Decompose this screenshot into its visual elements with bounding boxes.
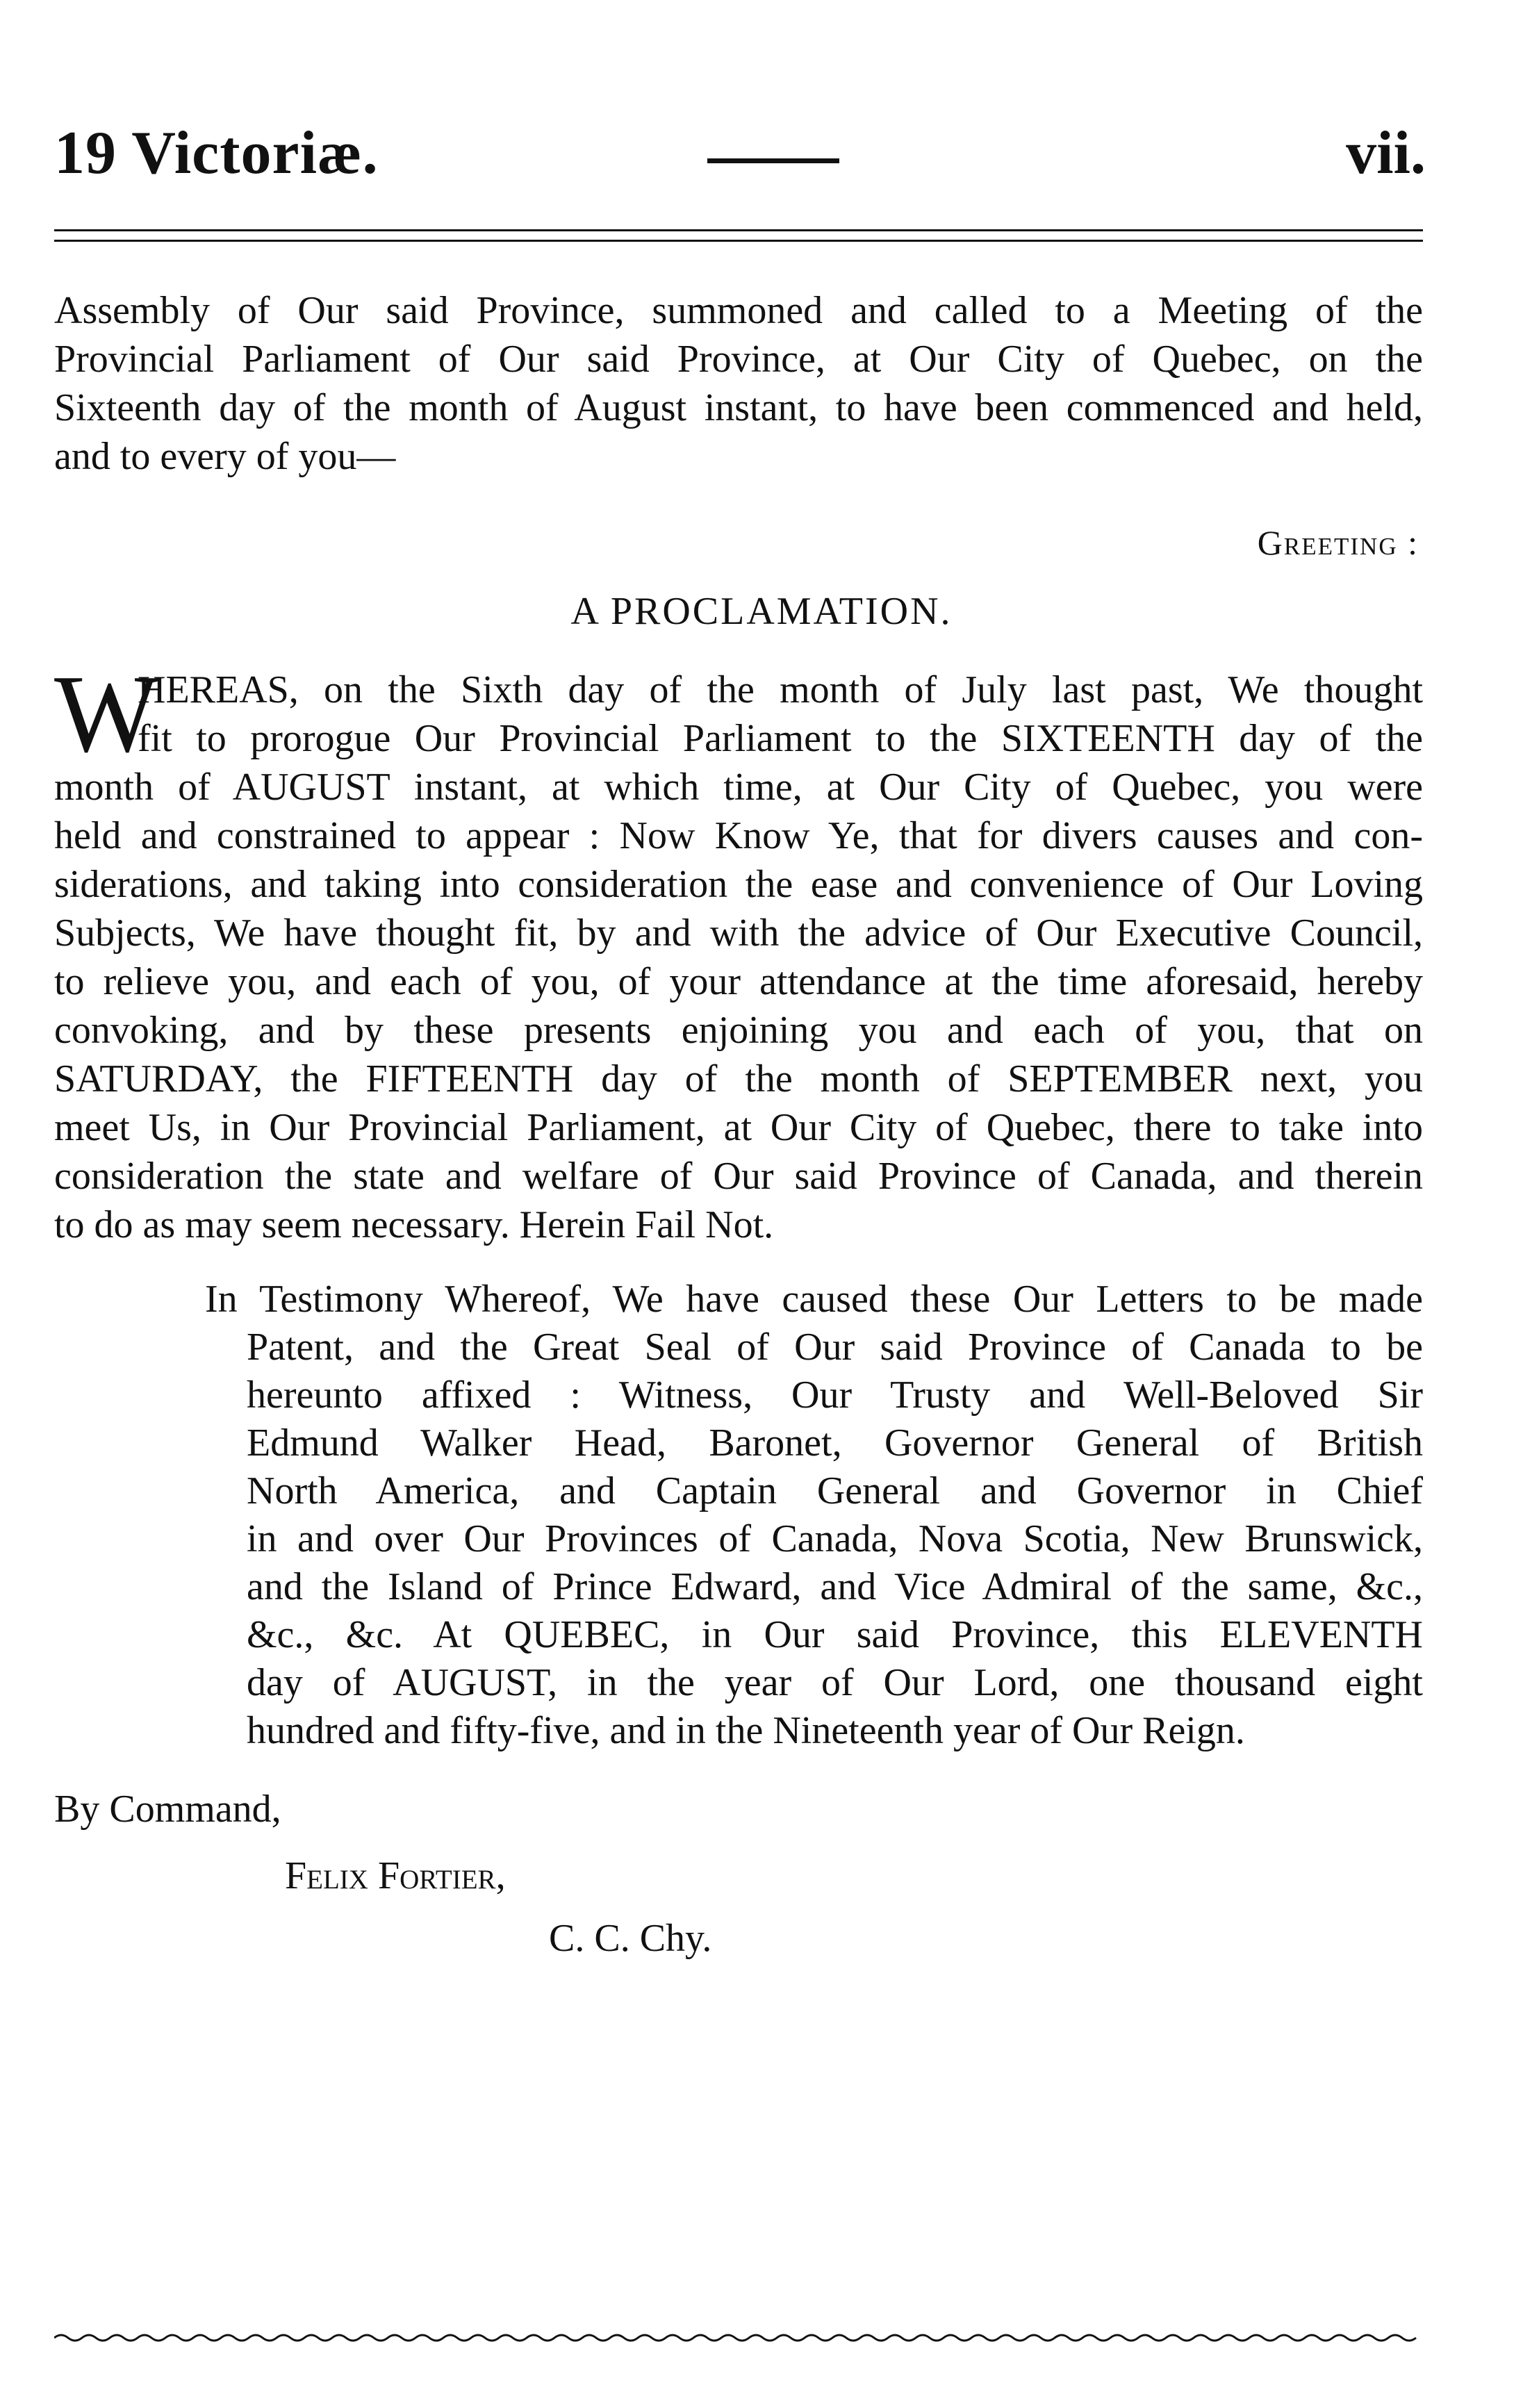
proclamation-body: [54, 652, 1423, 1249]
testimony-line: hundred and fifty-five, and in the Nineteenth year of Our Reign.: [247, 1709, 1245, 1752]
opening-line: Provincial Parliament of Our said Province, at Our City of Quebec, on the: [54, 338, 1423, 381]
by-command: By Command,: [54, 1788, 281, 1831]
running-head: [54, 118, 1426, 195]
testimony-line: Patent, and the Great Seal of Our said Province of Canada to be: [247, 1326, 1423, 1369]
body-line: Subjects, We have thought fit, by and with the advice of Our Executive Council,: [54, 912, 1423, 955]
ornamental-rule: [54, 2331, 1423, 2345]
salutation: Greeting :: [1257, 523, 1419, 562]
body-line: meet Us, in Our Provincial Parliament, at Our City of Quebec, there to take into: [54, 1106, 1423, 1149]
body-line: held and constrained to appear : Now Know Ye, that for divers causes and con-: [54, 814, 1423, 857]
double-rule: [54, 229, 1423, 242]
proclamation-heading: A PROCLAMATION.: [570, 590, 953, 633]
body-line: to do as may seem necessary. Herein Fail Not.: [54, 1203, 774, 1246]
testimony-line: in and over Our Provinces of Canada, Nova Scotia, New Brunswick,: [247, 1517, 1423, 1560]
testimony-block: [205, 1276, 1423, 1755]
opening-line: Assembly of Our said Province, summoned and called to a Meeting of the: [54, 289, 1423, 332]
body-line: consideration the state and welfare of Our said Province of Canada, and therein: [54, 1155, 1423, 1198]
testimony-line: &c., &c. At QUEBEC, in Our said Province, this ELEVENTH: [247, 1613, 1423, 1656]
testimony-line: North America, and Captain General and Governor in Chief: [247, 1469, 1423, 1512]
body-line: HEREAS, on the Sixth day of the month of July last past, We thought: [138, 668, 1423, 711]
volume-title: 19 Victoriæ.: [54, 119, 379, 187]
signatory-name: Felix Fortier,: [285, 1854, 506, 1897]
body-line: SATURDAY, the FIFTEENTH day of the month of SEPTEMBER next, you: [54, 1057, 1423, 1100]
testimony-line: Edmund Walker Head, Baronet, Governor General of British: [247, 1421, 1423, 1465]
testimony-line: In Testimony Whereof, We have caused these Our Letters to be made: [205, 1278, 1423, 1321]
page-number: vii.: [1346, 119, 1426, 187]
opening-line: Sixteenth day of the month of August instant, to have been commenced and held,: [54, 386, 1423, 429]
testimony-line: and the Island of Prince Edward, and Vice Admiral of the same, &c.,: [247, 1565, 1423, 1608]
opening-line: and to every of you—: [54, 435, 396, 478]
body-line: fit to prorogue Our Provincial Parliament to the SIXTEENTH day of the: [138, 717, 1423, 760]
body-line: month of AUGUST instant, at which time, at Our City of Quebec, you were: [54, 766, 1423, 809]
body-line: siderations, and taking into consideration the ease and convenience of Our Loving: [54, 863, 1423, 906]
body-line: to relieve you, and each of you, of your attendance at the time aforesaid, hereby: [54, 960, 1423, 1003]
body-line: convoking, and by these presents enjoining you and each of you, that on: [54, 1009, 1423, 1052]
head-dash: [707, 158, 839, 163]
testimony-line: day of AUGUST, in the year of Our Lord, one thousand eight: [247, 1661, 1423, 1704]
signatory-title: C. C. Chy.: [549, 1917, 712, 1960]
drop-cap: W: [54, 652, 160, 775]
testimony-line: hereunto affixed : Witness, Our Trusty and Well-Beloved Sir: [247, 1374, 1423, 1417]
